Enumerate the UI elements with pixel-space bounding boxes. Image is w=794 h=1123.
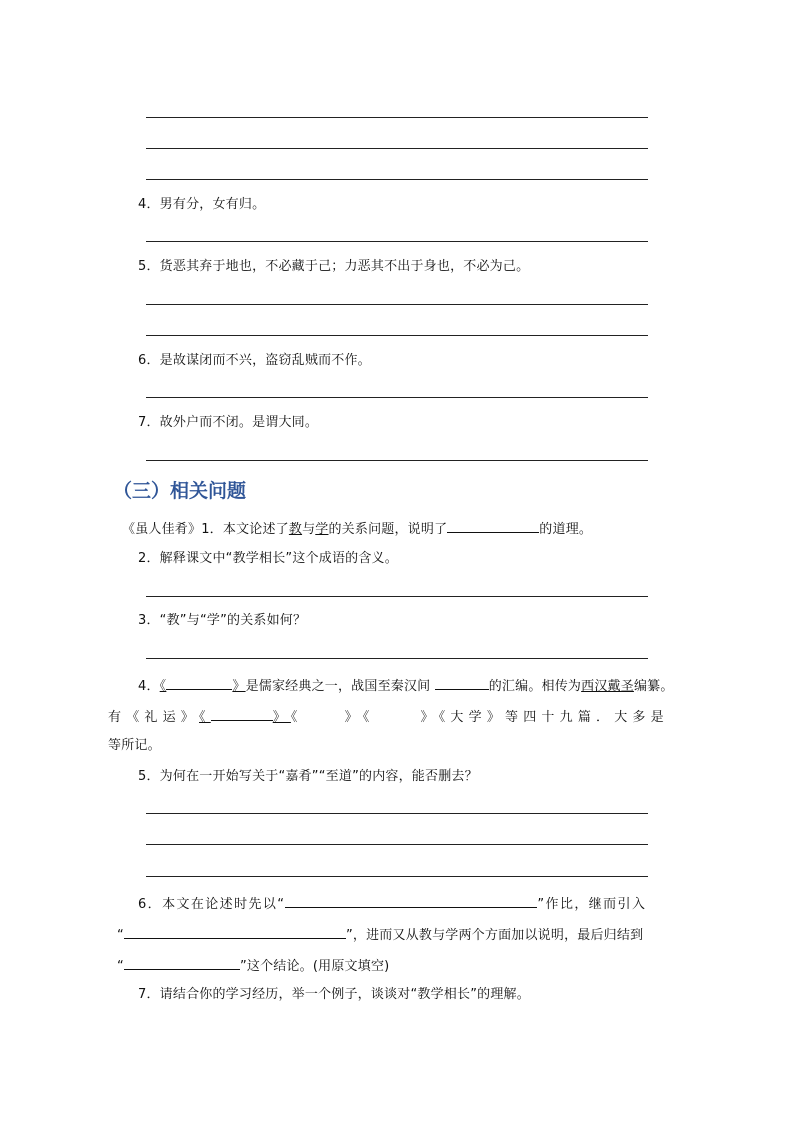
fill-blank[interactable]: [435, 676, 489, 690]
q4-text-d: 编纂。: [633, 679, 674, 694]
q6-c: “: [117, 928, 124, 943]
q1-suffix: 的道理。: [539, 522, 593, 537]
item-6: 6．是故谋闭而不兴，盗窃乱贼而不作。: [138, 353, 371, 368]
related-q4: [138, 676, 674, 695]
answer-line[interactable]: [146, 117, 648, 118]
answer-line[interactable]: [146, 844, 648, 845]
answer-line[interactable]: [146, 335, 648, 336]
q4-mid-3: 》《: [344, 710, 375, 725]
q1-xue: 学: [315, 522, 329, 537]
answer-line[interactable]: [146, 460, 648, 461]
item-5: 5．货恶其弃于地也，不必藏于己；力恶其不出于身也，不必为己。: [138, 259, 530, 274]
related-q3: 3．“教”与“学”的关系如何？: [138, 613, 307, 628]
related-q2: 2．解释课文中“教学相长”这个成语的含义。: [138, 551, 398, 566]
answer-line[interactable]: [146, 304, 648, 305]
fill-blank[interactable]: [211, 707, 273, 721]
related-q6: [138, 894, 646, 913]
q4-book-close-2: 》: [272, 710, 291, 725]
related-q4-line3: 等所记。: [108, 738, 161, 753]
item-4: 4．男有分，女有归。: [138, 197, 266, 212]
fill-blank[interactable]: [447, 519, 539, 533]
related-q5: 5．为何在一开始写关于“嘉肴”“至道”的内容，能否删去？: [138, 769, 478, 784]
related-q6-line2: [117, 925, 643, 944]
answer-line[interactable]: [146, 876, 648, 877]
q4-liyun: 有《礼运》: [108, 710, 200, 725]
q4-text-b: 的汇编。相传为: [488, 679, 582, 694]
q1-mid: 的关系问题，说明了: [328, 522, 448, 537]
q4-daxue: 》《大学》等四十九篇．大多是: [420, 710, 669, 725]
q1-yu: 与: [302, 522, 316, 537]
q6-e: “: [117, 959, 124, 974]
section-heading: （三）相关问题: [113, 480, 247, 502]
answer-line[interactable]: [146, 658, 648, 659]
answer-line[interactable]: [146, 241, 648, 242]
q4-open-3: 《: [290, 710, 303, 725]
related-q7: 7．请结合你的学习经历，举一个例子，谈谈对“教学相长”的理解。: [138, 987, 530, 1002]
q1-prefix: 《虽人佳肴》1．本文论述了: [122, 522, 289, 537]
q4-book-close: 》: [232, 679, 246, 694]
related-q6-line3: [117, 956, 389, 975]
item-7: 7．故外户而不闭。是谓大同。: [138, 415, 319, 430]
q6-f: ”这个结论。(用原文填空): [239, 959, 390, 974]
q4-text-a: 是儒家经典之一，战国至秦汉间: [245, 679, 435, 694]
q6-d: ”，进而又从教与学两个方面加以说明，最后归结到: [345, 928, 644, 943]
q4-num: 4．: [138, 679, 160, 694]
related-q1: [122, 519, 592, 538]
q4-book-open-2: 《: [199, 710, 211, 725]
answer-line[interactable]: [146, 596, 648, 597]
fill-blank[interactable]: [166, 676, 232, 690]
answer-line[interactable]: [146, 179, 648, 180]
answer-line[interactable]: [146, 813, 648, 814]
answer-line[interactable]: [146, 148, 648, 149]
q4-book-open: 《: [159, 679, 167, 694]
answer-line[interactable]: [146, 397, 648, 398]
related-q4-line2: [108, 707, 669, 726]
fill-blank[interactable]: [124, 925, 346, 939]
q6-a: 6．本文在论述时先以“: [138, 897, 286, 912]
fill-blank[interactable]: [285, 894, 537, 908]
q6-b: ”作比，继而引入: [537, 897, 647, 912]
q1-jiao: 教: [288, 522, 303, 537]
fill-blank[interactable]: [124, 956, 240, 970]
q4-author: 西汉戴圣: [581, 679, 634, 694]
